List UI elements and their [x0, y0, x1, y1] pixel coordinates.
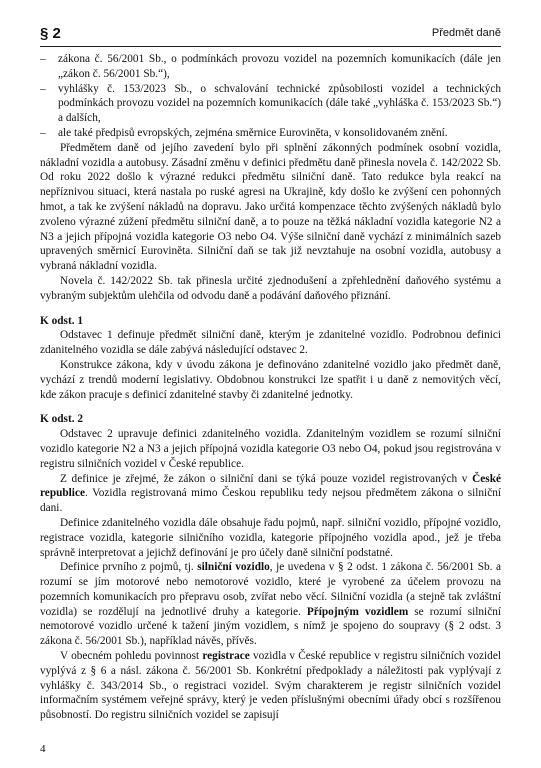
text-run: Definice prvního z pojmů, tj. [60, 561, 198, 574]
paragraph: Předmětem daně od jejího zavedení bylo při splnění zákonných podmínek osobní vozidla, nákladní vozidla a autobusy. Zásadní změnu v definici předmětu daně přinesla novela č. 142/2022 Sb. Od roku 2022 došlo k výrazné redukci předmětu silniční daně. Tato redukce byla reakcí na nepříznivou situaci, která nastala po ruské agresi na Ukrajině, kdy došlo ke zvýšení cen pohonných hmot, a tak ke zvýšení nákladů na dopravu. Jako určitá kompenzace těchto zvýšených nákladů bylo zvoleno výrazné zúžení předmětu silniční daně, a to pouze na těžká nákladní vozidla kategorie N2 a N3 a jejich přípojná vozidla kategorie O3 nebo O4. Výše silniční daně vychází z minimálních sazeb upravených směrnicí Eurovinĕta. Silniční daň se tak již nevztahuje na osobní vozidla, autobusy a vybraná nákladní vozidla. [40, 141, 501, 273]
text-run: vozidla v České republice v registru silničních vozidel vyplývá z § 6 a násl. zákona č. 56/2001 Sb. Konkrétní předpoklady a náležitosti pak vyplývají z vyhlášky č. 343/2014 Sb., o registraci vozidel. Svým charakterem je registr silničních vozidel informačním systémem veřejné správy, který je veden příslušnými obecními úřady obcí s rozšířenou působností. Do registru silničních vozidel se zapisují [40, 650, 501, 722]
text-run: . Vozidla registrovaná mimo Českou republiku tedy nejsou předmětem zákona o silniční dani. [40, 487, 501, 515]
paragraph [40, 472, 501, 516]
running-header [40, 20, 501, 47]
paragraph: Definice zdanitelného vozidla dále obsahuje řadu pojmů, např. silniční vozidlo, přípojné vozidlo, registrace vozidla, kategorie silničního vozidla, kategorie přípojného vozidla apod., jež je třeba správně interpretovat a jejichž definování je pro účely daně silniční podstatné. [40, 516, 501, 559]
text-run: se rozumí silniční nemotorové vozidlo určené k tažení jiným vozidlem, s nímž je spojeno do soupravy (§ 2 odst. 3 zákona č. 56/2001 Sb.), například návěs, přívěs. [40, 605, 501, 648]
page-number: 4 [40, 743, 46, 755]
paragraph: Odstavec 2 upravuje definici zdanitelného vozidla. Zdanitelným vozidlem se rozumí silniční vozidlo kategorie N2 a N3 a jejich přípojná vozidla kategorie O3 nebo O4, pokud jsou registrována v registru silničních vozidel v České republice. [40, 428, 501, 470]
text-run: V obecném pohledu povinnost [60, 650, 203, 663]
document-body [40, 52, 501, 723]
bold-term: registrace [202, 650, 250, 663]
legislation-list [40, 52, 501, 141]
section-heading: K odst. 2 [40, 413, 83, 426]
list-item: – zákona č. 56/2001 Sb., o podmínkách provozu vozidel na pozemních komunikacích (dále jen „zákon č. 56/2001 Sb.“), [40, 52, 501, 82]
bold-term: silniční vozidlo [197, 561, 270, 574]
paragraph: Novela č. 142/2022 Sb. tak přinesla určité zjednodušení a zpřehlednění daňového systému a vybraným subjektům ulehčila od odvodu daně a podávání daňového přiznání. [40, 274, 501, 302]
text-run: , je uvedena v § 2 odst. 1 zákona č. 56/2001 Sb. a rozumí se jím motorové nebo nemotorové vozidlo, které je vyrobené za účelem provozu na pozemních komunikacích pro přepravu osob, zvířat nebo věcí. Silniční vozidla (a stejně tak zvláštní vozidla) se rozdělují na jednotlivé druhy a kategorie. [40, 561, 501, 618]
paragraph [40, 649, 501, 723]
paragraph: Odstavec 1 definuje předmět silniční daně, kterým je zdanitelné vozidlo. Podrobnou definici zdanitelného vozidla se dále zabývá následující odstavec 2. [40, 329, 501, 357]
text-run: Z definice je zřejmé, že zákon o silniční dani se týká pouze vozidel registrovaných v [60, 472, 473, 485]
paragraph [40, 560, 501, 649]
paragraph: Konstrukce zákona, kdy v úvodu zákona je definováno zdanitelné vozidlo jako předmět daně, vychází z trendů moderní legislativy. Obdobnou konstrukci lze spatřit i u daně z nemovitých věcí, kde zákon pracuje s definicí zdanitelné stavby či zdanitelné jednotky. [40, 358, 501, 401]
section-heading: K odst. 1 [40, 314, 83, 327]
running-title: Předmět daně [431, 27, 501, 40]
bold-term: Přípojným vozidlem [306, 605, 409, 618]
bold-term: České republice [40, 472, 501, 500]
list-item: – vyhlášky č. 153/2023 Sb., o schvalování technické způsobilosti vozidel a technických podmínkách provozu vozidel na pozemních komunikacích (dále také „vyhláška č. 153/2023 Sb.“) a dalších, [40, 82, 501, 126]
section-number: § 2 [40, 25, 61, 43]
list-item: – ale také předpisů evropských, zejména směrnice Eurovinĕta, v konsolidovaném znění. [40, 126, 501, 141]
